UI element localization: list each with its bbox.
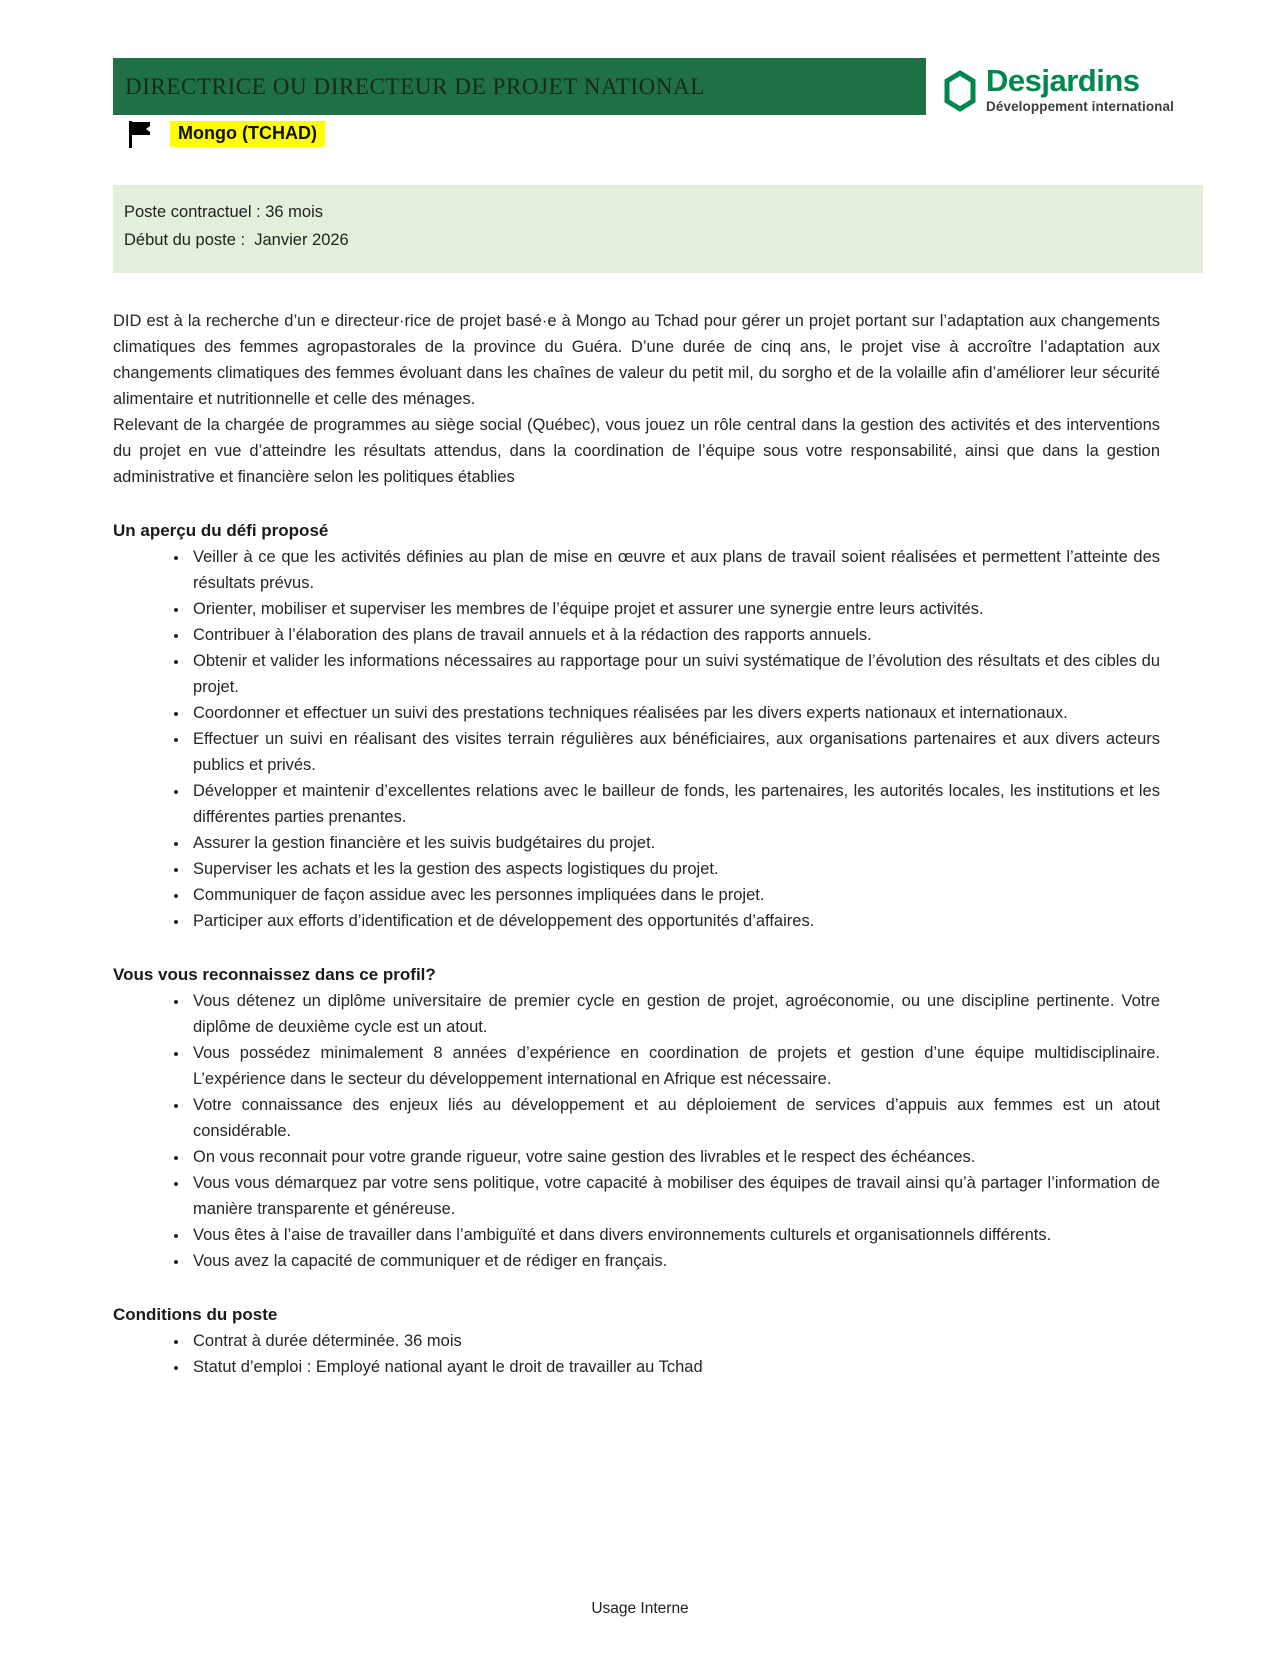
flag-icon — [126, 120, 152, 148]
conditions-bullet-list — [113, 1328, 1160, 1380]
list-item: • Orienter, mobiliser et superviser les membres de l’équipe projet et assurer une synergie entre leurs activités. — [189, 596, 1160, 622]
intro-paragraph-1: DID est à la recherche d’un e directeur·rice de projet basé·e à Mongo au Tchad pour gérer un projet portant sur l’adaptation aux changements climatiques des femmes agropastorales de la province du Guéra. D’une durée de cinq ans, le projet vise à accroître l’adaptation aux changements climatiques des femmes évoluant dans les chaînes de valeur du petit mil, du sorgho et de la volaille afin d’améliorer leur sécurité alimentaire et nutritionnelle et celle des ménages. — [113, 312, 1160, 408]
list-item: • Votre connaissance des enjeux liés au développement et au déploiement de services d’appuis aux femmes est un atout considérable. — [189, 1092, 1160, 1144]
list-item: • Assurer la gestion financière et les suivis budgétaires du projet. — [189, 830, 1160, 856]
list-item: • Contrat à durée déterminée. 36 mois — [189, 1328, 1160, 1354]
challenge-bullet-list — [113, 544, 1160, 934]
logo-text — [986, 64, 1174, 114]
list-item: • On vous reconnait pour votre grande rigueur, votre saine gestion des livrables et le respect des échéances. — [189, 1144, 1160, 1170]
list-item: • Vous vous démarquez par votre sens politique, votre capacité à mobiliser des équipes de travail ainsi qu’à partager l’information de manière transparente et généreuse. — [189, 1170, 1160, 1222]
list-item: • Vous détenez un diplôme universitaire de premier cycle en gestion de projet, agroéconomie, ou une discipline pertinente. Votre diplôme de deuxième cycle est un atout. — [189, 988, 1160, 1040]
footer — [0, 1600, 1280, 1618]
list-item: • Superviser les achats et les la gestion des aspects logistiques du projet. — [189, 856, 1160, 882]
logo-tagline: Développement international — [986, 99, 1174, 114]
list-item: • Coordonner et effectuer un suivi des prestations techniques réalisées par les divers experts nationaux et internationaux. — [189, 700, 1160, 726]
list-item: • Vous êtes à l’aise de travailler dans l’ambiguïté et dans divers environnements culturels et organisationnels différents. — [189, 1222, 1160, 1248]
list-item: • Participer aux efforts d’identification et de développement des opportunités d’affaires. — [189, 908, 1160, 934]
list-item: • Veiller à ce que les activités définies au plan de mise en œuvre et aux plans de travail soient réalisées et permettent l’atteinte des résultats prévus. — [189, 544, 1160, 596]
list-item: • Vous avez la capacité de communiquer et de rédiger en français. — [189, 1248, 1160, 1274]
list-item: • Vous possédez minimalement 8 années d’expérience en coordination de projets et gestion d’une équipe multidisciplinaire. L’expérience dans le secteur du développement international en Afrique est nécessaire. — [189, 1040, 1160, 1092]
footer-classification: Usage Interne — [591, 1600, 689, 1617]
section-heading-challenge: Un aperçu du défi proposé — [113, 521, 329, 540]
section-heading-profile: Vous vous reconnaissez dans ce profil? — [113, 965, 436, 984]
location-row — [126, 120, 325, 148]
list-item: • Contribuer à l’élaboration des plans de travail annuels et à la rédaction des rapports annuels. — [189, 622, 1160, 648]
list-item: • Communiquer de façon assidue avec les personnes impliquées dans le projet. — [189, 882, 1160, 908]
list-item: • Développer et maintenir d’excellentes relations avec le bailleur de fonds, les partenaires, les autorités locales, les institutions et les différentes parties prenantes. — [189, 778, 1160, 830]
job-description-body — [113, 308, 1160, 1380]
job-title-banner — [113, 58, 926, 115]
section-heading-conditions: Conditions du poste — [113, 1305, 278, 1324]
start-date: Début du poste : Janvier 2026 — [124, 231, 349, 249]
hexagon-icon — [944, 70, 976, 117]
logo-brand-name: Desjardins — [986, 63, 1140, 98]
contract-duration: Poste contractuel : 36 mois — [124, 203, 324, 221]
list-item: • Statut d’emploi : Employé national ayant le droit de travailler au Tchad — [189, 1354, 1160, 1380]
location-label: Mongo (TCHAD) — [170, 121, 325, 147]
contract-info-box — [113, 185, 1203, 273]
profile-bullet-list — [113, 988, 1160, 1274]
desjardins-logo — [944, 64, 1174, 117]
list-item: • Obtenir et valider les informations nécessaires au rapportage pour un suivi systématique de l’évolution des résultats et des cibles du projet. — [189, 648, 1160, 700]
intro-paragraph-2: Relevant de la chargée de programmes au siège social (Québec), vous jouez un rôle central dans la gestion des activités et des interventions du projet en vue d’atteindre les résultats attendus, dans la coordination de l’équipe sous votre responsabilité, ainsi que dans la gestion administrative et financière selon les politiques établies — [113, 416, 1160, 486]
page-title: DIRECTRICE OU DIRECTEUR DE PROJET NATIONAL — [125, 73, 705, 99]
list-item: • Effectuer un suivi en réalisant des visites terrain régulières aux bénéficiaires, aux organisations partenaires et aux divers acteurs publics et privés. — [189, 726, 1160, 778]
